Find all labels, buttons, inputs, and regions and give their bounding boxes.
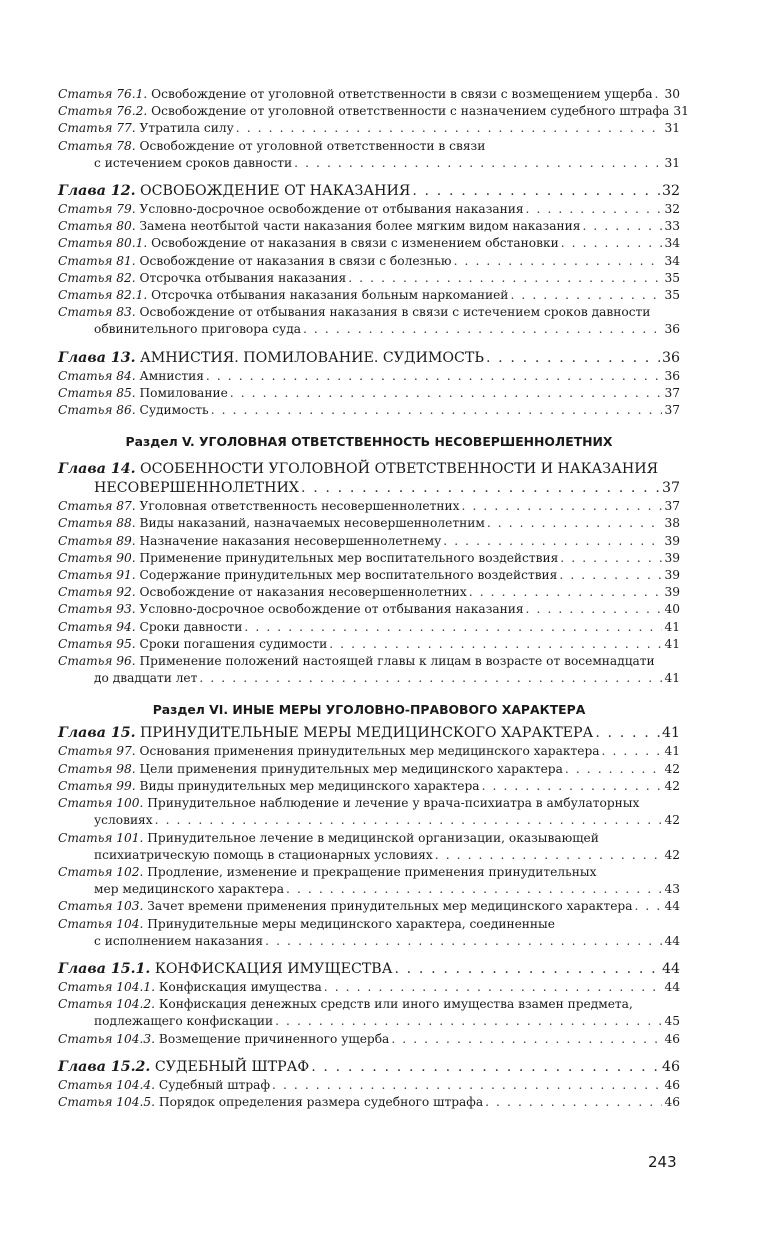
chapter-title-first: ОСОБЕННОСТИ УГОЛОВНОЙ ОТВЕТСТВЕННОСТИ И НАКАЗАНИЯ — [135, 461, 659, 478]
article-title: Судебный штраф — [155, 1077, 270, 1092]
article-entry[interactable] — [58, 996, 680, 1013]
chapter-15[interactable] — [58, 724, 680, 743]
article-page: 41 — [664, 619, 680, 634]
chapter-14-continued — [58, 479, 680, 498]
article-entry[interactable] — [58, 898, 680, 915]
dot-leader — [155, 812, 663, 829]
article-entry-continued — [58, 933, 680, 950]
article-entry[interactable] — [58, 515, 680, 532]
chapter-page: 37 — [661, 480, 680, 497]
dot-leader — [199, 670, 662, 687]
chapter-15-2[interactable] — [58, 1058, 680, 1077]
article-entry[interactable] — [58, 1094, 680, 1111]
dot-leader — [265, 933, 662, 950]
article-page: 44 — [664, 933, 680, 948]
article-entry[interactable] — [58, 864, 680, 881]
article-page: 41 — [664, 671, 680, 686]
article-page: 42 — [664, 761, 680, 776]
article-label: Статья 101. — [58, 830, 144, 845]
article-label: Статья 104.3. — [58, 1031, 156, 1046]
article-title: мер медицинского характера — [94, 882, 284, 897]
article-entry-continued — [58, 812, 680, 829]
chapter-title: ОСВОБОЖДЕНИЕ ОТ НАКАЗАНИЯ — [135, 183, 411, 200]
dot-leader — [565, 761, 663, 778]
chapter-title: НЕСОВЕРШЕННОЛЕТНИХ — [94, 480, 299, 497]
article-entry-continued — [58, 670, 680, 687]
chapter-page: 36 — [661, 349, 680, 366]
article-label: Статья 88. — [58, 516, 136, 531]
dot-leader — [561, 235, 663, 252]
article-title-first: Освобождение от уголовной ответственности в связи — [135, 138, 486, 153]
article-title: Применение принудительных мер воспитательного воздействия — [135, 550, 559, 565]
article-entry[interactable] — [58, 743, 680, 760]
toc-block — [58, 201, 680, 339]
article-title-first: Применение положений настоящей главы к лицам в возрасте от восемнадцати — [135, 654, 655, 669]
article-title: Назначение наказания несовершеннолетнему — [135, 533, 442, 548]
chapter-title: ПРИНУДИТЕЛЬНЫЕ МЕРЫ МЕДИЦИНСКОГО ХАРАКТЕРА — [135, 725, 594, 742]
article-label: Статья 93. — [58, 602, 136, 617]
article-page: 39 — [664, 533, 680, 548]
article-title: Освобождение от наказания в связи с болезнью — [135, 253, 452, 268]
article-entry-continued — [58, 155, 680, 172]
toc-block — [58, 368, 680, 420]
chapter-page: 44 — [661, 960, 680, 977]
dot-leader — [560, 550, 662, 567]
article-page: 31 — [673, 104, 689, 119]
article-entry[interactable] — [58, 619, 680, 636]
article-title: Уголовная ответственность несовершеннолетних — [135, 499, 460, 514]
article-title-first: Продление, изменение и прекращение применения принудительных — [143, 864, 597, 879]
article-label: Статья 104.4. — [58, 1077, 156, 1092]
chapter-title: СУДЕБНЫЙ ШТРАФ — [150, 1058, 310, 1075]
article-entry-continued — [58, 321, 680, 338]
toc-block — [58, 1077, 680, 1111]
article-label: Статья 92. — [58, 585, 136, 600]
article-label: Статья 91. — [58, 568, 136, 583]
article-title: психиатрическую помощь в стационарных условиях — [94, 847, 433, 862]
chapter-label: Глава 14. — [58, 461, 136, 478]
article-title: Порядок определения размера судебного штрафа — [155, 1094, 484, 1109]
article-label: Статья 82. — [58, 270, 136, 285]
dot-leader — [324, 979, 663, 996]
article-page: 35 — [664, 270, 680, 285]
article-page: 36 — [664, 322, 680, 337]
article-label: Статья 76.1. — [58, 87, 148, 101]
dot-leader — [230, 385, 663, 402]
page-number: 243 — [648, 1153, 677, 1171]
article-title: Сроки давности — [135, 619, 243, 634]
chapter-label: Глава 15. — [58, 725, 136, 742]
article-entry-continued — [58, 881, 680, 898]
dot-leader — [634, 898, 662, 915]
toc-block — [58, 979, 680, 1048]
article-label: Статья 96. — [58, 654, 136, 669]
article-entry[interactable] — [58, 103, 689, 120]
article-entry[interactable] — [58, 138, 680, 155]
article-title: Отсрочка отбывания наказания больным наркоманией — [147, 288, 509, 303]
article-title: Конфискация имущества — [155, 979, 322, 994]
article-title: до двадцати лет — [94, 671, 198, 686]
article-entry[interactable] — [58, 533, 680, 550]
article-title: Зачет времени применения принудительных мер медицинского характера — [143, 899, 633, 914]
article-page: 37 — [664, 403, 680, 418]
article-title: Замена неотбытой части наказания более мягким видом наказания — [135, 219, 581, 234]
article-title: Судимость — [135, 403, 209, 418]
article-title: с исполнением наказания — [94, 933, 264, 948]
article-title: условиях — [94, 813, 153, 828]
article-label: Статья 76.2. — [58, 104, 148, 119]
dot-leader — [602, 743, 663, 760]
article-title: с истечением сроков давности — [94, 155, 293, 170]
dot-leader — [244, 619, 662, 636]
article-page: 32 — [664, 202, 680, 217]
chapter-14[interactable] — [58, 460, 680, 479]
article-label: Статья 79. — [58, 202, 136, 217]
chapter-page: 41 — [661, 725, 680, 742]
article-page: 34 — [664, 253, 680, 268]
article-entry[interactable] — [58, 916, 680, 933]
article-entry[interactable] — [58, 653, 680, 670]
article-label: Статья 89. — [58, 533, 136, 548]
article-entry[interactable] — [58, 550, 680, 567]
article-title-first: Принудительное наблюдение и лечение у врача-психиатра в амбулаторных — [143, 796, 640, 811]
article-entry[interactable] — [58, 601, 680, 618]
article-entry[interactable] — [58, 385, 680, 402]
dot-leader — [294, 155, 662, 172]
article-label: Статья 87. — [58, 499, 136, 514]
article-title: подлежащего конфискации — [94, 1014, 274, 1029]
dot-leader — [435, 847, 663, 864]
article-title: Возмещение причиненного ущерба — [155, 1031, 390, 1046]
article-entry[interactable] — [58, 218, 680, 235]
dot-leader — [206, 368, 663, 385]
article-label: Статья 82.1. — [58, 288, 148, 303]
dot-leader — [329, 636, 662, 653]
article-title: Сроки погашения судимости — [135, 636, 328, 651]
article-page: 31 — [664, 155, 680, 170]
article-page: 34 — [664, 236, 680, 251]
article-title: Условно-досрочное освобождение от отбывания наказания — [135, 602, 524, 617]
article-label: Статья 99. — [58, 778, 136, 793]
article-page: 38 — [664, 516, 680, 531]
article-label: Статья 86. — [58, 403, 136, 418]
article-title: Амнистия — [135, 368, 204, 383]
article-page: 37 — [664, 385, 680, 400]
article-title: Виды наказаний, назначаемых несовершеннолетним — [135, 516, 485, 531]
article-label: Статья 78. — [58, 138, 136, 153]
chapter-12[interactable] — [58, 182, 680, 201]
dot-leader — [526, 201, 663, 218]
article-page: 39 — [664, 568, 680, 583]
dot-leader — [275, 1013, 662, 1030]
dot-leader — [454, 253, 663, 270]
chapter-page: 46 — [661, 1058, 680, 1075]
article-page: 30 — [664, 87, 680, 101]
article-entry[interactable] — [58, 830, 680, 847]
article-page: 31 — [664, 121, 680, 136]
article-page: 39 — [664, 550, 680, 565]
article-page: 36 — [664, 368, 680, 383]
article-page: 42 — [664, 847, 680, 862]
article-title: обвинительного приговора суда — [94, 322, 301, 337]
article-title: Цели применения принудительных мер медицинского характера — [135, 761, 563, 776]
dot-leader — [303, 321, 663, 338]
article-title: Содержание принудительных мер воспитательного воздействия — [135, 568, 558, 583]
article-page: 39 — [664, 585, 680, 600]
article-page: 46 — [664, 1094, 680, 1109]
article-label: Статья 104.5. — [58, 1094, 156, 1109]
article-label: Статья 94. — [58, 619, 136, 634]
article-entry[interactable] — [58, 778, 680, 795]
dot-leader — [485, 1094, 662, 1111]
article-title: Виды принудительных мер медицинского характера — [135, 778, 480, 793]
article-entry[interactable] — [58, 567, 680, 584]
article-label: Статья 85. — [58, 385, 136, 400]
article-page: 33 — [664, 219, 680, 234]
article-label: Статья 80. — [58, 219, 136, 234]
article-label: Статья 104.2. — [58, 997, 156, 1012]
toc-block — [58, 498, 680, 687]
article-entry[interactable] — [58, 86, 680, 103]
article-entry[interactable] — [58, 402, 680, 419]
dot-leader — [482, 778, 663, 795]
article-title: Освобождение от наказания в связи с изменением обстановки — [147, 236, 559, 251]
article-label: Статья 104. — [58, 916, 144, 931]
dot-leader — [559, 567, 662, 584]
dot-leader — [655, 86, 663, 103]
article-label: Статья 80.1. — [58, 236, 148, 251]
article-page: 37 — [664, 499, 680, 514]
article-page: 45 — [664, 1014, 680, 1029]
article-page: 42 — [664, 778, 680, 793]
article-page: 40 — [664, 602, 680, 617]
chapter-page: 32 — [661, 183, 680, 200]
article-entry[interactable] — [58, 795, 680, 812]
section-heading-v: Раздел V. УГОЛОВНАЯ ОТВЕТСТВЕННОСТЬ НЕСОВЕРШЕННОЛЕТНИХ — [125, 434, 613, 450]
article-entry[interactable] — [58, 201, 680, 218]
article-entry[interactable] — [58, 979, 680, 996]
chapter-title: КОНФИСКАЦИЯ ИМУЩЕСТВА — [150, 960, 393, 977]
table-of-contents — [58, 86, 689, 1117]
article-title: Помилование — [135, 385, 228, 400]
article-entry[interactable] — [58, 1031, 680, 1048]
article-label: Статья 98. — [58, 761, 136, 776]
article-entry[interactable] — [58, 1077, 680, 1094]
dot-leader — [443, 533, 662, 550]
dot-leader — [487, 515, 663, 532]
article-page: 42 — [664, 813, 680, 828]
article-label: Статья 103. — [58, 899, 144, 914]
toc-block — [58, 743, 680, 949]
article-title: Основания применения принудительных мер медицинского характера — [135, 744, 600, 759]
chapter-label: Глава 13. — [58, 349, 136, 366]
dot-leader — [469, 584, 663, 601]
chapter-15-1[interactable] — [58, 960, 680, 979]
chapter-label: Глава 15.2. — [58, 1058, 151, 1075]
dot-leader — [286, 881, 662, 898]
dot-leader — [462, 498, 663, 515]
article-title: Условно-досрочное освобождение от отбывания наказания — [135, 202, 524, 217]
chapter-title: АМНИСТИЯ. ПОМИЛОВАНИЕ. СУДИМОСТЬ — [135, 349, 484, 366]
article-label: Статья 97. — [58, 744, 136, 759]
article-label: Статья 81. — [58, 253, 136, 268]
article-title: Освобождение от уголовной ответственности в связи с возмещением ущерба — [147, 87, 653, 101]
article-page: 43 — [664, 882, 680, 897]
chapter-label: Глава 15.1. — [58, 960, 151, 977]
article-title-first: Конфискация денежных средств или иного имущества взамен предмета, — [155, 997, 633, 1012]
section-heading-vi: Раздел VI. ИНЫЕ МЕРЫ УГОЛОВНО-ПРАВОВОГО ХАРАКТЕРА — [152, 702, 586, 718]
article-title: Отсрочка отбывания наказания — [135, 270, 347, 285]
dot-leader — [526, 601, 663, 618]
article-title-first: Освобождение от отбывания наказания в связи с истечением сроков давности — [135, 305, 651, 320]
chapter-13[interactable] — [58, 349, 680, 368]
chapter-label: Глава 12. — [58, 183, 136, 200]
article-page: 46 — [664, 1031, 680, 1046]
dot-leader — [236, 120, 663, 137]
article-page: 41 — [664, 744, 680, 759]
article-entry[interactable] — [58, 584, 680, 601]
article-title: Освобождение от наказания несовершеннолетних — [135, 585, 467, 600]
article-entry[interactable] — [58, 235, 680, 252]
dot-leader — [582, 218, 662, 235]
article-label: Статья 102. — [58, 864, 144, 879]
article-label: Статья 77. — [58, 121, 136, 136]
article-entry-continued — [58, 1013, 680, 1030]
toc-block — [58, 86, 689, 172]
article-label: Статья 95. — [58, 636, 136, 651]
article-title-first: Принудительное лечение в медицинской организации, оказывающей — [143, 830, 599, 845]
article-page: 44 — [664, 979, 680, 994]
article-page: 46 — [664, 1077, 680, 1092]
article-entry[interactable] — [58, 368, 680, 385]
dot-leader — [211, 402, 663, 419]
article-entry[interactable] — [58, 253, 680, 270]
article-entry[interactable] — [58, 761, 680, 778]
dot-leader — [510, 287, 662, 304]
article-entry[interactable] — [58, 270, 680, 287]
article-entry[interactable] — [58, 287, 680, 304]
article-entry[interactable] — [58, 304, 680, 321]
article-title: Освобождение от уголовной ответственности с назначением судебного штрафа — [147, 104, 670, 119]
article-label: Статья 90. — [58, 550, 136, 565]
article-page: 41 — [664, 636, 680, 651]
article-entry[interactable] — [58, 120, 680, 137]
article-label: Статья 100. — [58, 796, 144, 811]
dot-leader — [272, 1077, 662, 1094]
dot-leader — [391, 1031, 662, 1048]
article-entry[interactable] — [58, 498, 680, 515]
article-title: Утратила силу — [135, 121, 234, 136]
article-label: Статья 84. — [58, 368, 136, 383]
dot-leader — [348, 270, 662, 287]
article-label: Статья 104.1. — [58, 979, 156, 994]
article-title-first: Принудительные меры медицинского характера, соединенные — [143, 916, 555, 931]
article-page: 44 — [664, 899, 680, 914]
article-label: Статья 83. — [58, 305, 136, 320]
article-entry-continued — [58, 847, 680, 864]
article-page: 35 — [664, 288, 680, 303]
article-entry[interactable] — [58, 636, 680, 653]
